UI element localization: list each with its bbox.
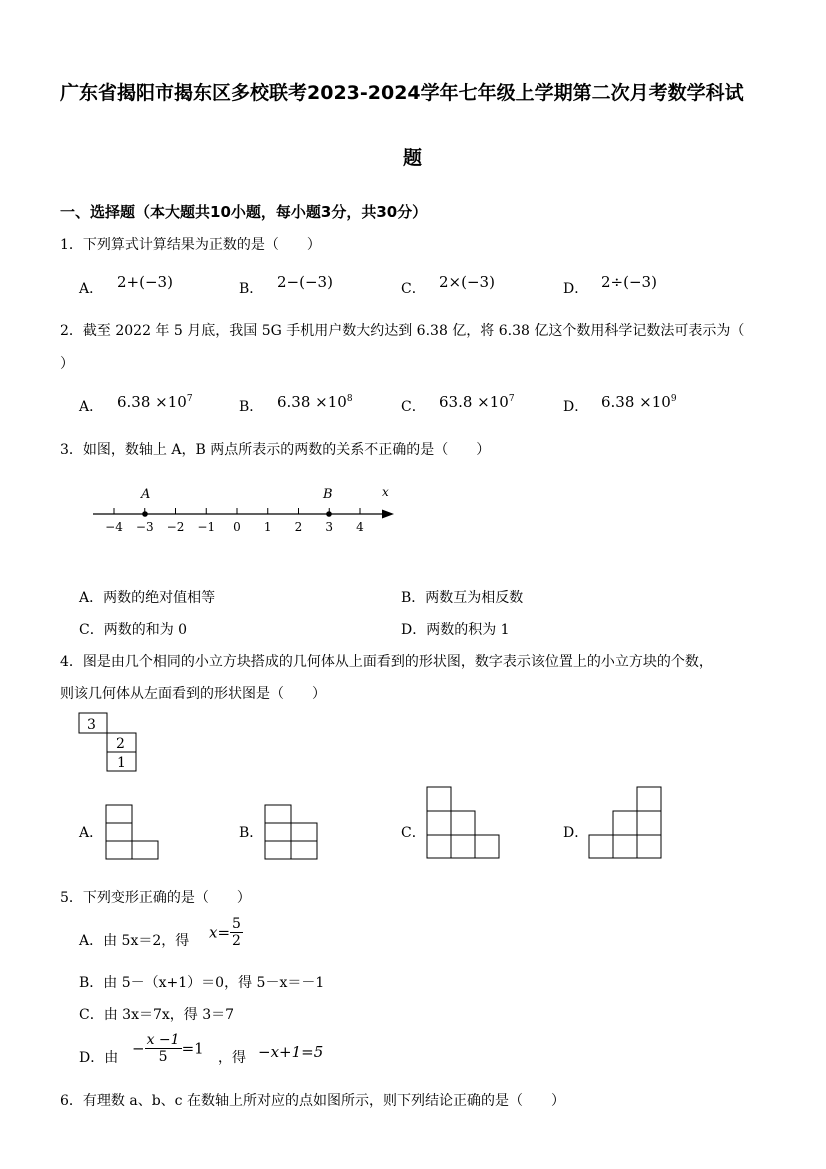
point-b-dot (326, 511, 332, 517)
q5-option-d-text: D．由 (79, 1050, 119, 1066)
q2-option-a-expr: $6.38 \times 10^7$ (117, 393, 193, 411)
document-title-line2: 题 (403, 147, 423, 169)
q4-option-a-figure (105, 804, 160, 860)
axis-tick-label: 4 (356, 520, 364, 534)
q1-option-a-expr: 2+(−3) (117, 273, 173, 291)
top-view-figure (78, 712, 140, 774)
q5-option-d-mid: ，得 (218, 1050, 246, 1066)
q4-option-c-label: C． (401, 825, 426, 841)
top-view-count-2: 2 (116, 736, 125, 752)
axis-tick-label: −1 (197, 520, 216, 534)
q1-option-c-expr: 2×(−3) (439, 273, 495, 291)
question-1-stem: 1．下列算式计算结果为正数的是（ ） (60, 237, 321, 253)
question-6-stem: 6．有理数 a、b、c 在数轴上所对应的点如图所示，则下列结论正确的是（ ） (60, 1093, 565, 1109)
axis-tick-label: 0 (233, 520, 241, 534)
q3-option-b: B．两数互为相反数 (401, 590, 524, 606)
q5-option-d-result: −x+1=5 (258, 1043, 324, 1061)
axis-x-label: x (382, 485, 389, 499)
q5-option-a-formula: x= $\frac{5}{2}$ (209, 916, 241, 949)
point-b-label: B (323, 487, 333, 502)
q3-option-a: A．两数的绝对值相等 (79, 590, 216, 606)
axis-tick-label: −2 (166, 520, 185, 534)
q5-option-d-formula: − $\frac{x -1}{5}$ =1 (132, 1032, 204, 1065)
question-5-stem: 5．下列变形正确的是（ ） (60, 890, 251, 906)
axis-tick-label: 3 (325, 520, 334, 534)
q4-option-b-label: B． (239, 825, 264, 841)
q4-option-a-label: A． (79, 825, 104, 841)
top-view-count-3: 3 (87, 717, 96, 733)
question-2-stem-line2: ） (60, 356, 74, 372)
q2-option-a-label: A． (79, 399, 104, 415)
q2-option-c-label: C． (401, 399, 426, 415)
question-2-stem-line1: 2．截至 2022 年 5 月底，我国 5G 手机用户数大约达到 6.38 亿，将 6.38 亿这个数用科学记数法可表示为（ (60, 323, 745, 339)
q3-option-c: C．两数的和为 0 (79, 622, 188, 638)
q1-option-b-expr: 2−(−3) (277, 273, 333, 291)
q5-option-c-text: C．由 3x＝7x，得 3＝7 (79, 1007, 235, 1023)
q4-option-c-figure (426, 786, 500, 860)
question-4-stem-line1: 4．图是由几个相同的小立方块搭成的几何体从上面看到的形状图，数字表示该位置上的小立方块的个数， (60, 654, 713, 670)
axis-tick-label: 2 (294, 520, 303, 534)
q5-option-a-text: A．由 5x＝2，得 (79, 933, 190, 949)
q1-option-d-label: D． (563, 281, 589, 297)
point-a-dot (142, 511, 148, 517)
axis-tick-label: 1 (263, 520, 272, 534)
q2-option-d-expr: $6.38 \times 10^9$ (601, 393, 677, 411)
q3-option-d: D．两数的积为 1 (401, 622, 510, 638)
q2-option-c-expr: $63.8 \times 10^7$ (439, 393, 515, 411)
question-3-stem: 3．如图，数轴上 A，B 两点所表示的两数的关系不正确的是（ ） (60, 442, 491, 458)
q4-option-d-label: D． (563, 825, 589, 841)
q2-option-b-label: B． (239, 399, 264, 415)
number-line-figure (85, 480, 405, 540)
question-4-stem-line2: 则该几何体从左面看到的形状图是（ ） (60, 686, 326, 702)
q1-option-a-label: A． (79, 281, 104, 297)
q2-option-b-expr: $6.38 \times 10^8$ (277, 393, 353, 411)
q5-option-b-text: B．由 5－（x+1）＝0，得 5－x＝－1 (79, 975, 325, 991)
point-a-label: A (141, 487, 151, 502)
axis-tick-label: −4 (105, 520, 123, 534)
axis-tick-label: −3 (135, 520, 154, 534)
section-heading: 一、选择题（本大题共10小题，每小题3分，共30分） (60, 203, 428, 221)
q4-option-b-figure (264, 804, 319, 860)
document-title-line1: 广东省揭阳市揭东区多校联考2023-2024学年七年级上学期第二次月考数学科试 (60, 82, 744, 104)
top-view-count-1: 1 (117, 755, 126, 771)
q2-option-d-label: D． (563, 399, 589, 415)
q1-option-c-label: C． (401, 281, 426, 297)
q1-option-d-expr: 2÷(−3) (601, 273, 657, 291)
q4-option-d-figure (588, 786, 662, 860)
q1-option-b-label: B． (239, 281, 264, 297)
